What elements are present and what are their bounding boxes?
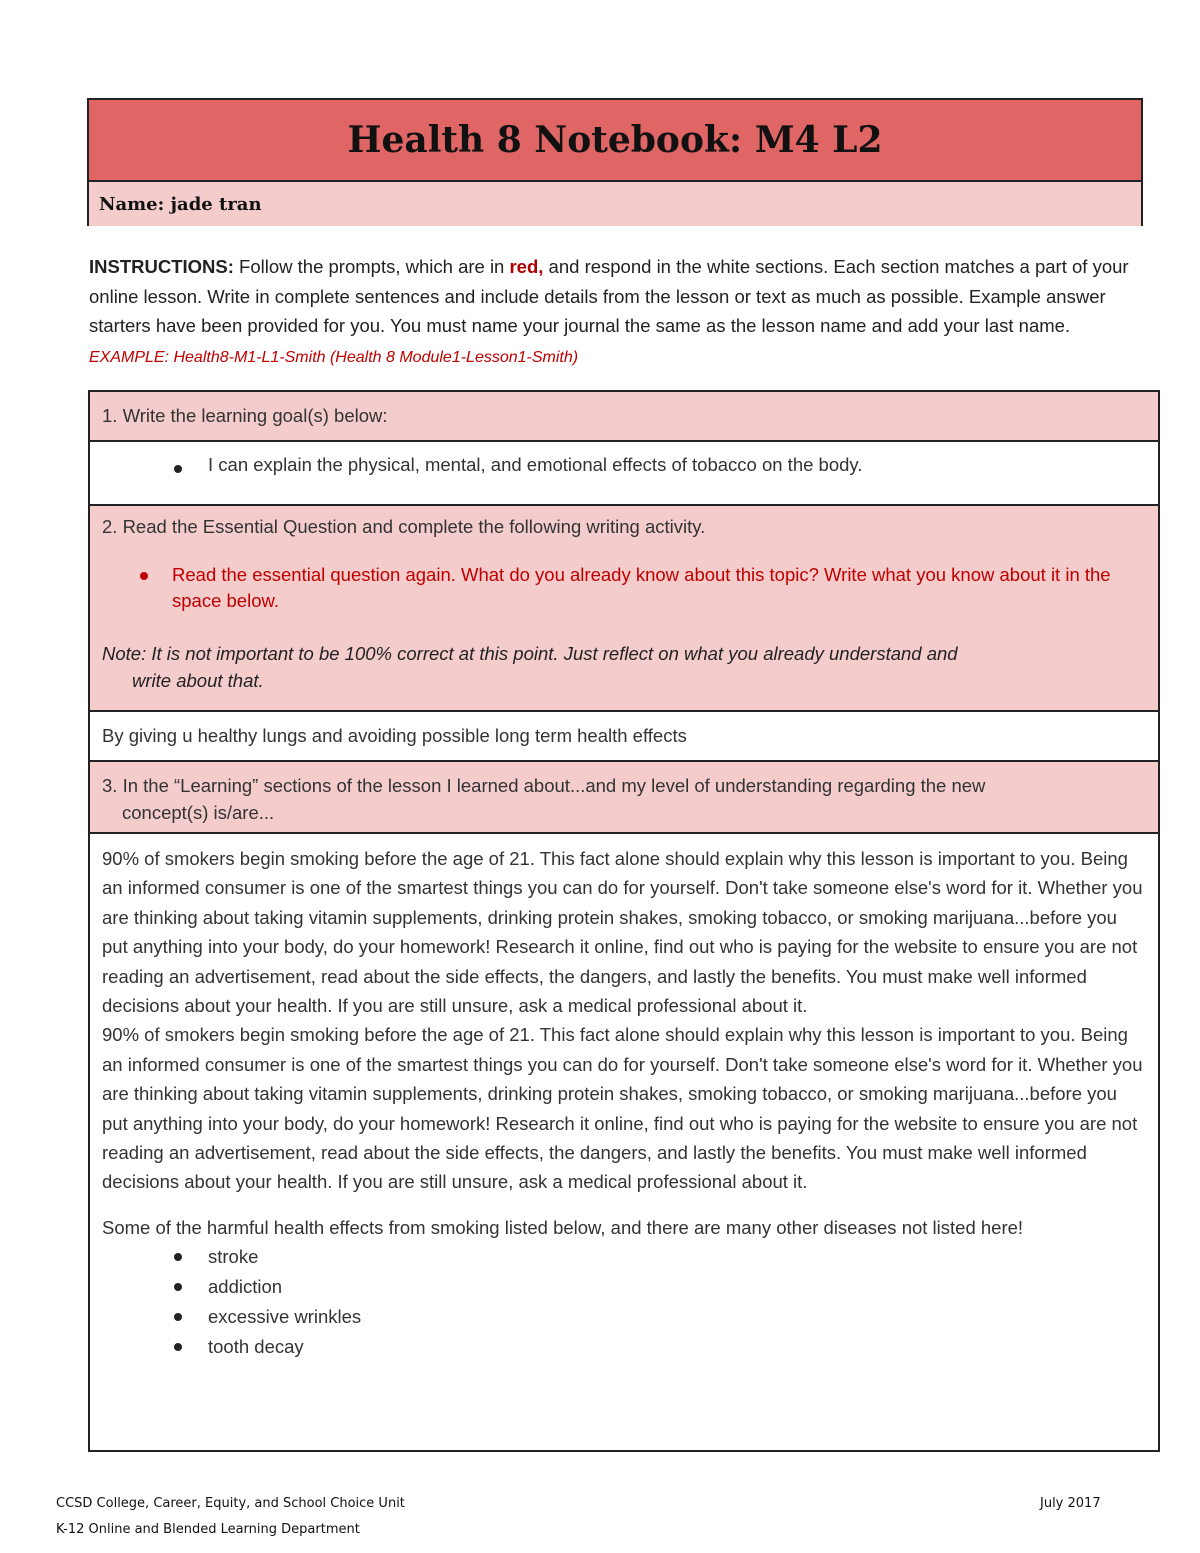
q2-note [102,640,1146,694]
q1-prompt: 1. Write the learning goal(s) below: [102,405,388,426]
student-name[interactable]: Name: jade tran [99,193,262,215]
q2-red-prompt-item [102,562,1146,614]
q1-prompt-row [90,390,1158,440]
q2-prompt-row [90,504,1158,710]
footer-department: K-12 Online and Blended Learning Department [56,1522,360,1537]
instructions-label: INSTRUCTIONS: [89,256,234,277]
q2-red-prompt: Read the essential question again. What do you already know about this topic? Write what you know about it in the space below. [172,564,1111,611]
q2-prompt: 2. Read the Essential Question and complete the following writing activity. [102,516,706,537]
q3-prompt-row [90,760,1158,832]
bullet-icon [174,465,182,473]
list-item [102,1272,1146,1302]
q3-paragraph-1: 90% of smokers begin smoking before the age of 21. This fact alone should explain why this lesson is important to you. Being an informed consumer is one of the smartest things you can do for yourself. Don't take someone else's word for it. Whether you are thinking about taking vitamin supplements, drinking protein shakes, smoking tobacco, or smoking marijuana...before you put anything into your body, do your homework! Research it online, find out who is paying for the website to ensure you are not reading an advertisement, read about the side effects, the dangers, and lastly the benefits. You must make well informed decisions about your health. If you are still unsure, ask a medical professional about it. [102,848,1143,1017]
list-item [102,1332,1146,1362]
q2-note-line-1: Note: It is not important to be 100% correct at this point. Just reflect on what you already understand and [102,643,958,664]
bullet-icon [140,572,148,580]
instructions-paragraph [89,252,1149,372]
bullet-icon [174,1283,182,1291]
footer-unit: CCSD College, Career, Equity, and School Choice Unit [56,1496,405,1511]
bullet-icon [174,1253,182,1261]
notebook-table [88,390,1160,1452]
effect-label: stroke [208,1246,259,1268]
health-effects-list [102,1242,1146,1362]
effect-label: addiction [208,1276,283,1298]
instructions-text-2: and respond in the white sections. Each section matches a part of your online lesson. Write in complete sentences and include details from the lesson or text as much as possible. Example answer starters have been provided for you. You must name your journal the same as the lesson name and add your last name. [89,256,1129,336]
q3-answer-row[interactable] [90,832,1158,1450]
list-item [102,1242,1146,1272]
instructions-text-1: Follow the prompts, which are in [233,256,510,277]
instructions-red-word: red, [509,256,544,277]
title-bar [89,100,1141,182]
list-item [102,1302,1146,1332]
q1-answer: I can explain the physical, mental, and emotional effects of tobacco on the body. [208,454,863,475]
q3-prompt-line-2: concept(s) is/are... [122,802,275,823]
effect-label: excessive wrinkles [208,1306,362,1328]
instructions-example: EXAMPLE: Health8-M1-L1-Smith (Health 8 Module1-Lesson1-Smith) [89,348,579,366]
bullet-icon [174,1313,182,1321]
page-title: Health 8 Notebook: M4 L2 [347,119,883,161]
name-bar [89,182,1141,226]
footer-date: July 2017 [1040,1496,1101,1511]
q3-effects-intro: Some of the harmful health effects from smoking listed below, and there are many other diseases not listed here! [102,1216,1024,1238]
effect-label: tooth decay [208,1336,304,1358]
q1-answer-item[interactable] [102,454,1146,476]
q2-note-line-2: write about that. [132,670,264,691]
q1-answer-row[interactable] [90,440,1158,504]
q3-prompt-line-1: 3. In the “Learning” sections of the lesson I learned about...and my level of understanding regarding the new [102,775,986,796]
q2-answer-row[interactable] [90,710,1158,760]
q2-answer: By giving u healthy lungs and avoiding possible long term health effects [102,725,687,746]
bullet-icon [174,1343,182,1351]
notebook-header [87,98,1143,226]
q3-paragraph-2: 90% of smokers begin smoking before the age of 21. This fact alone should explain why this lesson is important to you. Being an informed consumer is one of the smartest things you can do for yourself. Don't take someone else's word for it. Whether you are thinking about taking vitamin supplements, drinking protein shakes, smoking tobacco, or smoking marijuana...before you put anything into your body, do your homework! Research it online, find out who is paying for the website to ensure you are not reading an advertisement, read about the side effects, the dangers, and lastly the benefits. You must make well informed decisions about your health. If you are still unsure, ask a medical professional about it. [102,1024,1143,1193]
